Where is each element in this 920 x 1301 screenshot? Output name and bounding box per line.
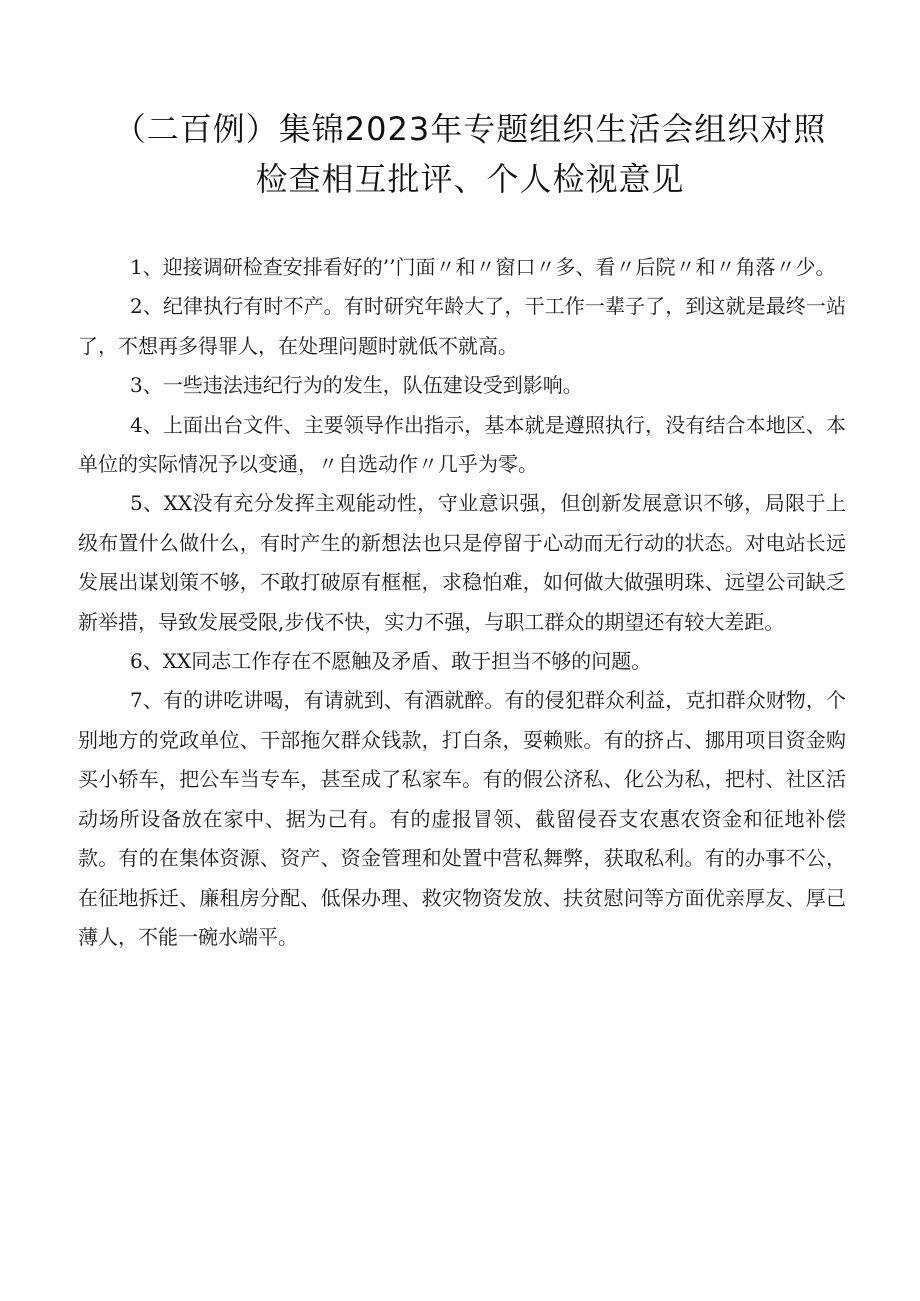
paragraph-3: 3、一些违法违纪行为的发生，队伍建设受到影响。 bbox=[130, 373, 583, 398]
paragraph-1: 1、迎接调研检查安排看好的’’门面〃和〃窗口〃多、看〃后院〃和〃角落〃少。 bbox=[130, 255, 836, 279]
paragraph-6: 6、XX同志工作存在不愿触及矛盾、敢于担当不够的问题。 bbox=[130, 649, 652, 674]
paragraph-7: 7、有的讲吃讲喝，有请就到、有酒就醉。有的侵犯群众利益，克扣群众财物，个别地方的党政单位、干部拖欠群众钱款，打白条，耍赖账。有的挤占、挪用项目资金购买小轿车，把公车当专车，甚至成了私家车。有的假公济私、化公为私，把村、社区活动场所设备放在家中、据为己有。有的虚报冒领、截留侵吞支农惠农资金和征地补偿款。有的在集体资源、资产、资金管理和处置中营私舞弊，获取私利。有的办事不公，在征地拆迁、廉租房分配、低保办理、救灾物资发放、扶贫慰问等方面优亲厚友、厚己薄人，不能一碗水端平。 bbox=[78, 688, 846, 949]
paragraph-5: 5、XX没有充分发挥主观能动性，守业意识强，但创新发展意识不够，局限于上级布置什么做什么，有时产生的新想法也只是停留于心动而无行动的状态。对电站长远发展出谋划策不够，不敢打破原有框框，求稳怕难，如何做大做强明珠、远望公司缺乏新举措，导致发展受限,步伐不快，实力不强，与职工群众的期望还有较大差距。 bbox=[78, 491, 846, 634]
title-line-2: 检查相互批评、个人检视意见 bbox=[255, 160, 685, 198]
paragraph-2: 2、纪律执行有时不产。有时研究年龄大了，干工作一辈子了，到这就是最终一站了，不想再多得罪人，在处理问题时就低不就高。 bbox=[78, 294, 846, 358]
paragraph-4: 4、上面出台文件、主要领导作出指示，基本就是遵照执行，没有结合本地区、本单位的实际情况予以变通，〃自选动作〃几乎为零。 bbox=[78, 412, 846, 477]
title-line-1: （二百例）集锦2023年专题组织生活会组织对照 bbox=[113, 110, 827, 148]
document-body bbox=[78, 248, 846, 957]
document-title bbox=[80, 104, 860, 204]
